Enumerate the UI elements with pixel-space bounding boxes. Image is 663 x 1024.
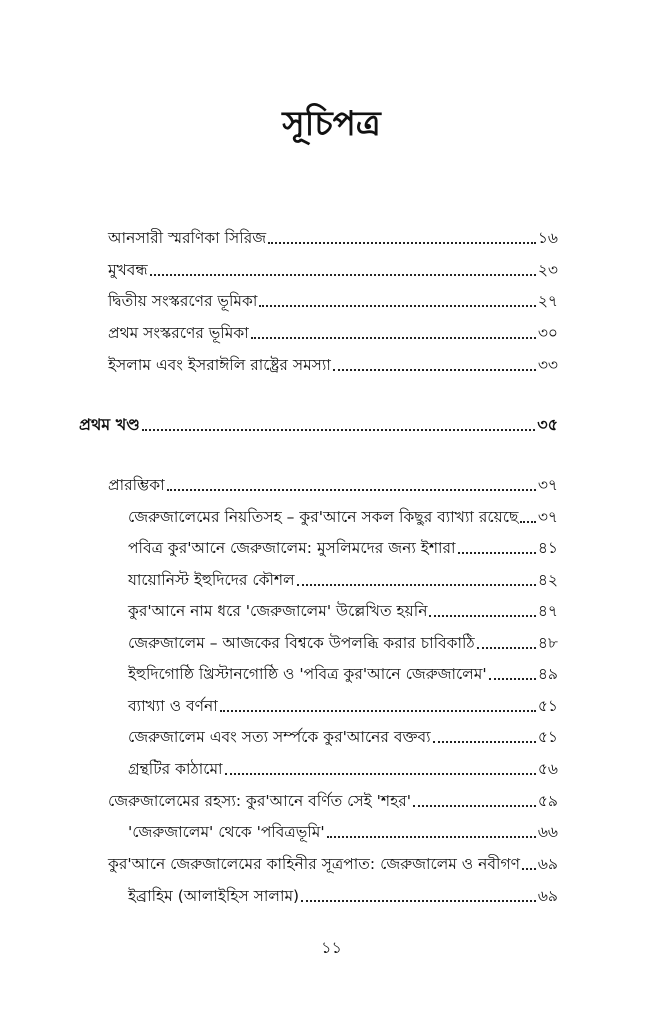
toc-entry-page: ২৩ [537, 261, 558, 279]
dot-leader [458, 552, 536, 554]
dot-leader [327, 836, 536, 838]
toc-entry-label: মুখবন্ধ [108, 261, 148, 279]
toc-entry [108, 353, 558, 377]
toc-entry-label: কুর'আনে নাম ধরে 'জেরুজালেম' উল্লেখিত হয়নি [128, 602, 428, 620]
toc-subentry [128, 631, 558, 655]
toc-entry [108, 258, 558, 282]
toc-subentry [128, 694, 558, 718]
toc-entry-page: ৩৫ [537, 415, 558, 434]
toc-entry-label: কুর'আনে জেরুজালেমের কাহিনীর সূত্রপাত: জেরুজালেম ও নবীগণ [108, 855, 520, 873]
toc-entry-page: ৫১ [537, 697, 558, 715]
toc-entry-page: ৫১ [537, 728, 558, 746]
toc-entry-label: জেরুজালেমের রহস্য: কুর'আনে বর্ণিত সেই 'শহর' [108, 792, 412, 810]
page-number: ১১ [321, 938, 342, 957]
toc-entry-page: ৪১ [537, 539, 558, 557]
toc-entry-page: ৫৯ [537, 792, 558, 810]
toc-entry [108, 226, 558, 250]
toc-section-heading [79, 413, 558, 437]
toc-entry-label: দ্বিতীয় সংস্করণের ভূমিকা [108, 292, 258, 310]
dot-leader [251, 337, 536, 339]
dot-leader [301, 900, 536, 902]
toc-entry-label: 'জেরুজালেম' থেকে 'পবিত্রভূমি' [128, 823, 325, 841]
toc-entry-page: ৪৮ [537, 634, 558, 652]
toc-entry-page: ৪৯ [537, 665, 558, 683]
toc-entry [108, 473, 558, 497]
dot-leader [225, 773, 536, 775]
toc-entry-page: ৩৭ [537, 476, 558, 494]
toc-entry-label: ইসলাম এবং ইসরাঈলি রাষ্ট্রের সমস্যা [108, 356, 331, 374]
toc-entry [108, 852, 558, 876]
toc-entry-label: জেরুজালেমের নিয়তিসহ – কুর'আনে সকল কিছুর ব্যাখ্যা রয়েছে [128, 508, 519, 526]
dot-leader [297, 584, 536, 586]
toc-entry-label: প্রারম্ভিকা [108, 476, 165, 494]
dot-leader [489, 678, 536, 680]
toc-entry-label: ইহুদিগোষ্ঠি খ্রিস্টানগোষ্ঠি ও 'পবিত্র কুর'আনে জেরুজালেম' [128, 665, 487, 683]
toc-entry [108, 289, 558, 313]
toc-entry-label: যায়োনিস্ট ইহুদিদের কৌশল [128, 571, 295, 589]
toc-entry-label: জেরুজালেম এবং সত্য সর্ম্পকে কুর'আনের বক্তব্য [128, 728, 431, 746]
toc-subentry [128, 599, 558, 623]
toc-entry-page: ৫৬ [537, 760, 558, 778]
dot-leader [268, 242, 536, 244]
dot-leader [150, 274, 536, 276]
dot-leader [520, 521, 535, 523]
dot-leader [259, 305, 535, 307]
toc-entry-page: ৬৯ [537, 887, 558, 905]
dot-leader [429, 615, 535, 617]
toc-entry-label: ইব্রাহিম (আলাইহিস সালাম) [128, 887, 300, 905]
toc-subentry [128, 884, 558, 908]
toc-entry-label: জেরুজালেম – আজকের বিশ্বকে উপলব্ধি করার চাবিকাঠি [128, 634, 475, 652]
toc-entry-page: ২৭ [537, 292, 558, 310]
toc-entry-label: ব্যাখ্যা ও বর্ণনা [128, 697, 218, 715]
toc-entry-label: প্রথম সংস্করণের ভূমিকা [108, 324, 249, 342]
toc-entry-label: প্রথম খণ্ড [79, 415, 140, 434]
toc-entry-page: ৩০ [537, 324, 558, 342]
dot-leader [413, 805, 536, 807]
toc-subentry [128, 662, 558, 686]
dot-leader [220, 710, 536, 712]
toc-entry-page: ৩৩ [537, 356, 558, 374]
dot-leader [522, 868, 536, 870]
toc-subentry [128, 725, 558, 749]
toc-entry-page: ৪২ [537, 571, 558, 589]
toc-subentry [128, 505, 558, 529]
dot-leader [333, 369, 536, 371]
toc-entry-page: ৬৯ [537, 855, 558, 873]
toc-entry-page: ৩৭ [537, 508, 558, 526]
toc-entry-label: আনসারী স্মরণিকা সিরিজ [108, 229, 267, 247]
toc-entry [108, 789, 558, 813]
toc-entry-page: ১৬ [537, 229, 558, 247]
toc-entry [108, 321, 558, 345]
dot-leader [167, 489, 536, 491]
page-title: সূচিপত্র [282, 104, 381, 144]
toc-subentry [128, 536, 558, 560]
toc-subentry [128, 568, 558, 592]
toc-entry-page: ৪৭ [537, 602, 558, 620]
dot-leader [433, 741, 536, 743]
toc-entry-label: পবিত্র কুর'আনে জেরুজালেম: মুসলিমদের জন্য ইশারা [128, 539, 456, 557]
toc-subentry [128, 820, 558, 844]
dot-leader [142, 429, 535, 431]
toc-entry-page: ৬৬ [537, 823, 558, 841]
dot-leader [477, 647, 536, 649]
toc-entry-label: গ্রন্থটির কাঠামো [128, 760, 223, 778]
toc-subentry [128, 757, 558, 781]
